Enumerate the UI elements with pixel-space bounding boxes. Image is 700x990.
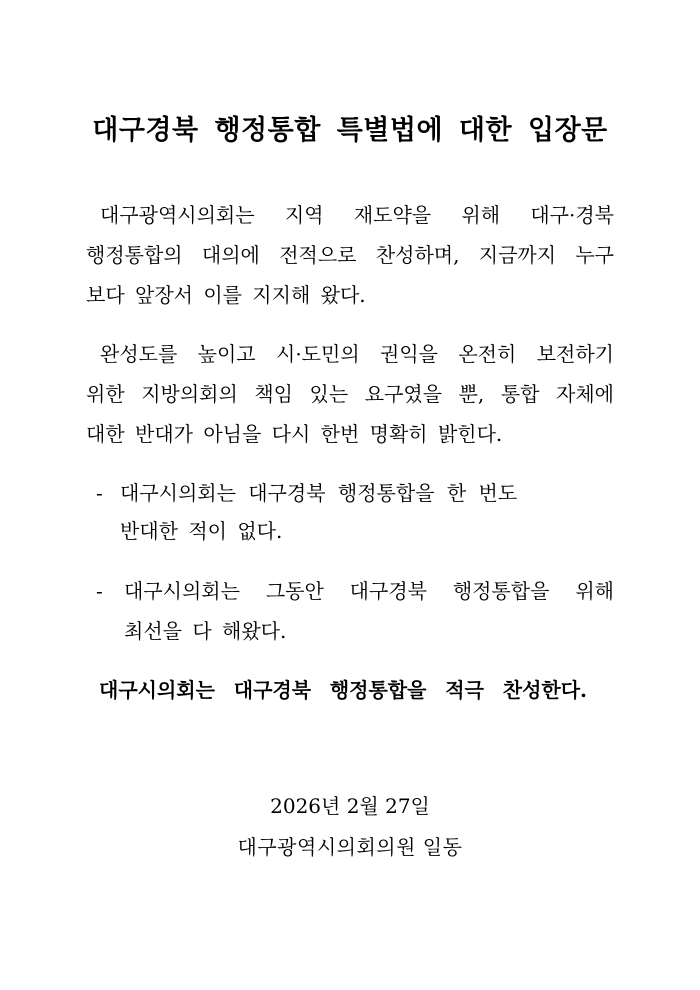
- paragraph-line: 대한 반대가 아님을 다시 한번 명확히 밝힌다.: [86, 422, 503, 446]
- bullet-line: 대구시의회는 그동안 대구경북 행정통합을 위해: [124, 579, 614, 603]
- bullet-line: 반대한 적이 없다.: [120, 519, 283, 543]
- document-signature: 대구광역시의회의원 일동: [237, 835, 463, 859]
- bullet-marker: -: [96, 579, 103, 603]
- bullet-line: 최선을 다 해왔다.: [124, 619, 287, 643]
- paragraph-line: 보다 앞장서 이를 지지해 왔다.: [86, 283, 366, 307]
- paragraph-line: 행정통합의 대의에 전적으로 찬성하며, 지금까지 누구: [86, 243, 614, 267]
- conclusion-statement: 대구시의회는 대구경북 행정통합을 적극 찬성한다.: [99, 678, 587, 702]
- paragraph-line: 위한 지방의회의 책임 있는 요구였을 뿐, 통합 자체에: [86, 382, 614, 406]
- bullet-marker: -: [96, 481, 103, 505]
- paragraph-line: 대구광역시의회는 지역 재도약을 위해 대구·경북: [100, 203, 614, 227]
- document-title: 대구경북 행정통합 특별법에 대한 입장문: [92, 115, 608, 146]
- document-date: 2026년 2월 27일: [270, 794, 430, 818]
- bullet-line: 대구시의회는 대구경북 행정통합을 한 번도: [120, 481, 518, 505]
- paragraph-line: 완성도를 높이고 시·도민의 권익을 온전히 보전하기: [100, 342, 614, 366]
